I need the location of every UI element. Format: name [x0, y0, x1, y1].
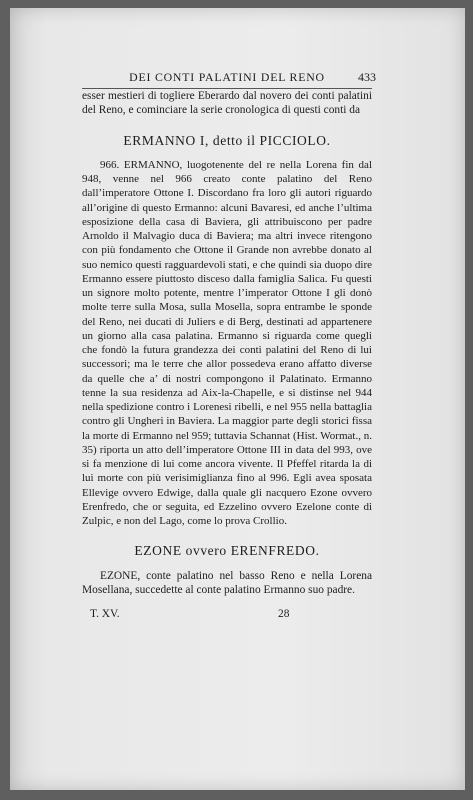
gathering-number: 28	[278, 608, 290, 620]
volume-signature: T. XV.	[90, 608, 120, 620]
paragraph-ezone: EZONE, conte palatino nel basso Reno e nella Lorena Mosellana, succedette al conte palatino Ermanno suo padre.	[82, 569, 372, 596]
intro-paragraph: esser mestieri di togliere Eberardo dal novero dei conti palatini del Reno, e cominciare la serie cronologica di questi conti da	[82, 90, 372, 117]
page-footer	[82, 607, 372, 623]
book-page	[10, 8, 465, 790]
running-head-title: DEI CONTI PALATINI DEL RENO	[129, 70, 325, 84]
running-head	[82, 70, 376, 89]
page-number: 433	[358, 70, 376, 84]
text-block	[82, 70, 376, 623]
section-heading-ermanno: ERMANNO I, detto il PICCIOLO.	[123, 132, 331, 148]
section-heading-ezone: EZONE ovvero ERENFREDO.	[134, 543, 320, 559]
paragraph-ermanno: 966. ERMANNO, luogotenente del re nella Lorena fin dal 948, venne nel 966 creato conte palatino del Reno dall’imperatore Ottone I. Discordano fra loro gli autori riguardo all’origine di questo Ermanno: alcuni Bavaresi, ed anche l’ultima esposizione della casa di Baviera, gli attribuiscono per padre Arnoldo il Malvagio duca di Baviera; ma altri invece ritengono con più fondamento che Ottone il Grande non avrebbe donato al suo nemico questi ragguardevoli stati, e che quindi sia duopo dire Ermanno essere piuttosto disceso dalla famiglia Salica. Fu questi un signore molto potente, mentre l’imperator Ottone I gli donò molte terre sulla Mosa, sulla Mosella, sopra entrambe le sponde del Reno, nei ducati di Juliers e di Berg, destinati ad appartenere un giorno alla casa palatina. Ermanno si riguarda come quegli che fondò la futura grandezza dei conti palatini del Reno di lui successori; ma le terre che allor possedeva erano affatto diverse da quelle che a’ di nostri compongono il Palatinato. Ermanno tenne la sua residenza ad Aix-la-Chapelle, e si distinse nel 944 nella spedizione contro i Lorenesi ribelli, e nel 955 nella battaglia contro gli Ungheri in Baviera. La maggior parte degli storici fissa la morte di Ermanno nel 959; tuttavia Schannat (Hist. Wormat., n. 35) riporta un atto dell’imperatore Ottone III in data del 993, ove si fa menzione di lui come ancora vivente. Il Pfeffel ritarda la di lui morte con più verisimiglianza fino al 996. Egli avea sposata Ellevige ovvero Edwige, dalla quale gli nacquero Ezone ovvero Erenfredo, che or seguita, ed Ezzelino ovvero Ezelone conte di Zulpic, e non del Lago, come lo prova Crollio.	[82, 158, 372, 527]
